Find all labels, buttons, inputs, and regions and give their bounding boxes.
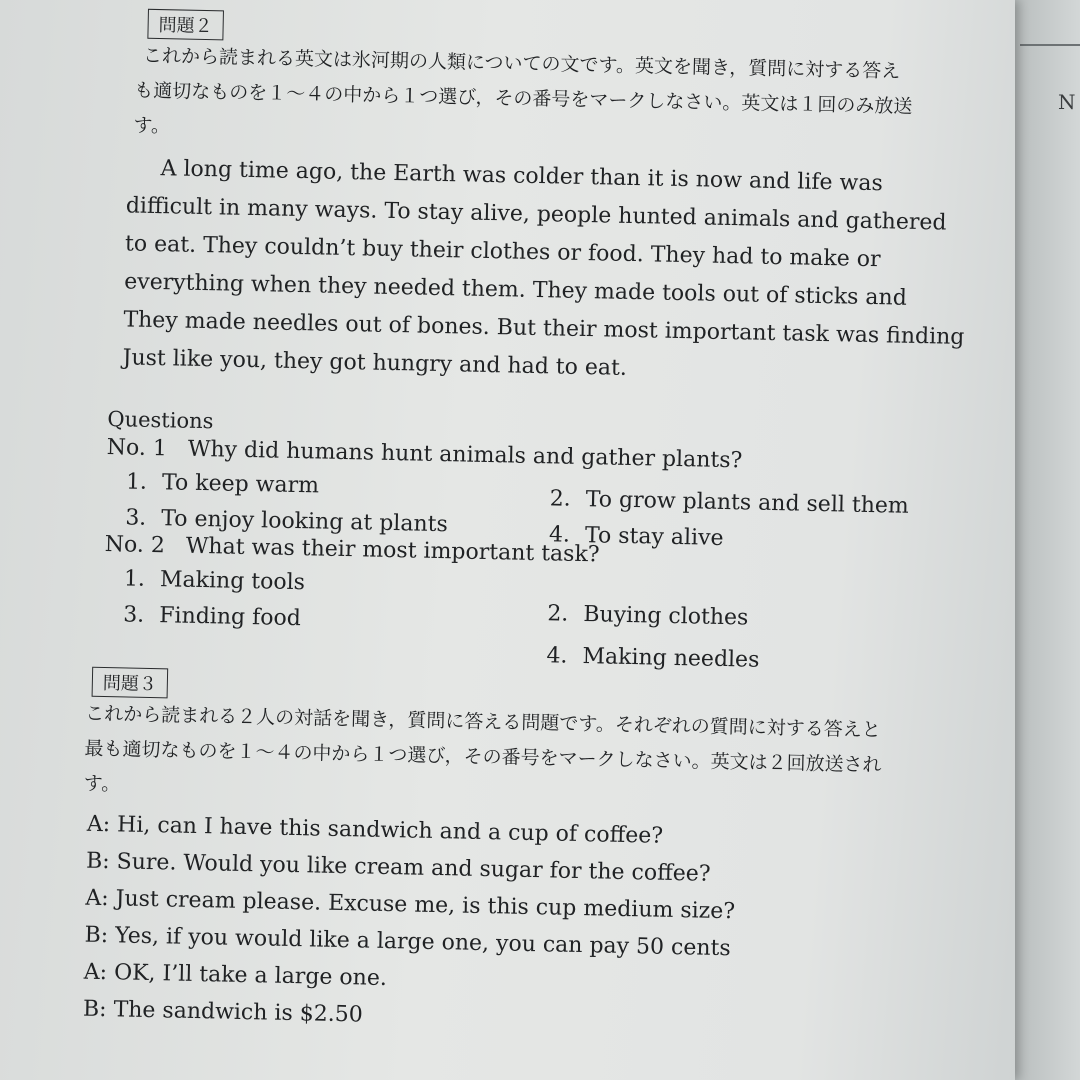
- section-2-instruction-line: す。: [133, 114, 171, 138]
- question-prompt: Why did humans hunt animals and gather plants?: [187, 436, 743, 474]
- answer-option: 3．Finding food: [123, 602, 302, 632]
- question-number: No. 1: [106, 435, 168, 462]
- section-3-label: 問題３: [92, 667, 169, 699]
- question-1: [99, 435, 1001, 549]
- answer-option: 2．To grow plants and sell them: [549, 486, 910, 519]
- dialog-line: B: Sure. Would you like cream and sugar for the coffee?: [85, 848, 711, 887]
- question-prompt: What was their most important task?: [185, 533, 600, 568]
- question-number: No. 2: [104, 532, 166, 559]
- dialog-transcript: [83, 806, 993, 1047]
- answer-option: 4．Making needles: [546, 643, 760, 673]
- passage-line: everything when they needed them. They made tools out of sticks and: [124, 269, 908, 311]
- section-3-instruction-line: す。: [83, 772, 121, 796]
- passage-line: to eat. They couldn’t buy their clothes or food. They had to make or: [124, 231, 881, 273]
- adjacent-page-rule: [1020, 44, 1080, 46]
- answer-option: 3．To enjoy looking at plants: [125, 505, 449, 538]
- answer-option: 1．Making tools: [123, 566, 306, 596]
- section-2-instruction-line: も適切なものを１～４の中から１つ選び，その番号をマークしなさい。英文は１回のみ放送: [134, 79, 913, 118]
- section-3-instruction-line: これから読まれる２人の対話を聞き，質問に答える問題です。それぞれの質問に対する答えと: [84, 702, 882, 742]
- dialog-line: B: The sandwich is $2.50: [82, 996, 363, 1028]
- passage-line: difficult in many ways. To stay alive, people hunted animals and gathered: [125, 193, 947, 236]
- passage-line: Just like you, they got hungry and had to eat.: [122, 345, 628, 381]
- passage-line: They made needles out of bones. But their most important task was finding: [123, 307, 965, 350]
- adjacent-page-letter: N: [1058, 90, 1076, 114]
- adjacent-page-edge: [1015, 0, 1080, 1080]
- section-3-instruction-line: 最も適切なものを１～４の中から１つ選び，その番号をマークしなさい。英文は２回放送され: [84, 737, 882, 777]
- dialog-line: A: OK, I’ll take a large one.: [83, 959, 388, 992]
- section-2-label: 問題２: [147, 9, 224, 41]
- question-2: [96, 532, 999, 686]
- listening-passage: [122, 149, 997, 395]
- section-3: [82, 667, 996, 1047]
- dialog-line: B: Yes, if you would like a large one, you can pay 50 cents: [84, 922, 731, 962]
- section-2-instruction-line: これから読まれる英文は氷河期の人類についての文です。英文を聞き，質問に対する答え: [142, 44, 901, 83]
- page-content: [82, 8, 1010, 1047]
- dialog-line: A: Just cream please. Excuse me, is this cup medium size?: [85, 885, 736, 925]
- dialog-line: A: Hi, can I have this sandwich and a cup of coffee?: [86, 811, 664, 849]
- answer-option: 1．To keep warm: [125, 469, 320, 499]
- answer-options: [96, 557, 998, 686]
- section-2: [96, 8, 1010, 686]
- answer-option: 4．To stay alive: [548, 522, 724, 551]
- questions-heading: Questions: [107, 407, 214, 434]
- passage-line: A long time ago, the Earth was colder than it is now and life was: [160, 156, 884, 197]
- answer-option: 2．Buying clothes: [547, 601, 749, 631]
